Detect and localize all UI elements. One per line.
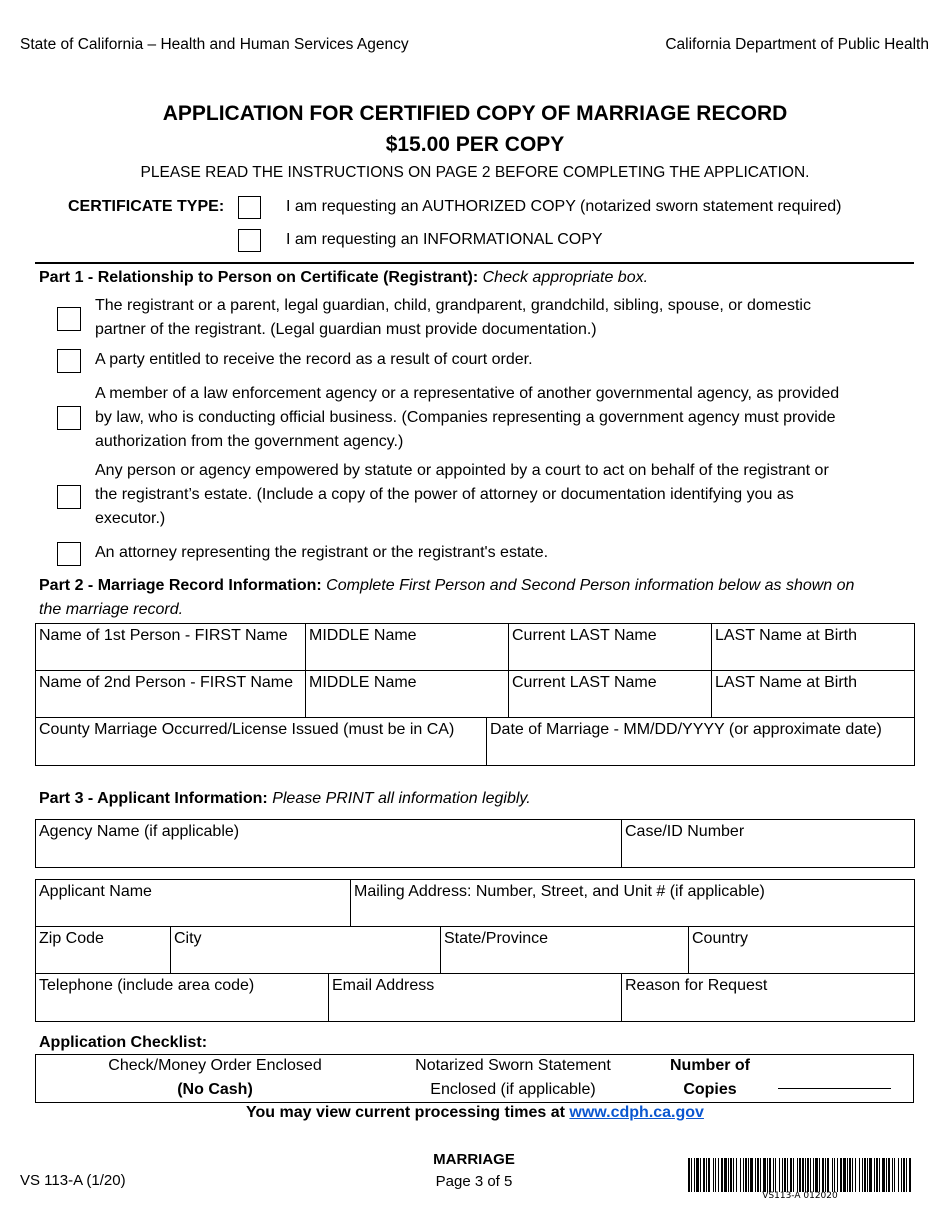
agency-table (35, 819, 915, 868)
barcode-image (688, 1158, 912, 1192)
relationship-attorney-checkbox[interactable] (57, 542, 81, 566)
authorized-copy-checkbox[interactable] (238, 196, 261, 219)
zip-code-field[interactable]: Zip Code (36, 927, 171, 974)
relationship-law-enforcement-checkbox[interactable] (57, 406, 81, 430)
second-person-middle-name-field[interactable]: MIDDLE Name (306, 671, 509, 718)
sworn-statement-item (378, 1054, 648, 1102)
checklist-heading: Application Checklist: (39, 1034, 208, 1051)
telephone-field[interactable]: Telephone (include area code) (36, 974, 329, 1022)
case-id-field[interactable]: Case/ID Number (622, 820, 915, 868)
option-line: by law, who is conducting official business. (Companies representing a government agency must provide (95, 409, 836, 426)
option-line: Any person or agency empowered by statute or appointed by a court to act on behalf of the registrant or (95, 462, 829, 479)
department-header: California Department of Public Health (665, 36, 929, 53)
part1-title: Part 1 - Relationship to Person on Certificate (Registrant): (39, 269, 479, 286)
applicant-location-table (35, 926, 915, 974)
relationship-registrant-label (95, 294, 915, 342)
second-person-first-name-field[interactable]: Name of 2nd Person - FIRST Name (36, 671, 306, 718)
marriage-date-field[interactable]: Date of Marriage - MM/DD/YYYY (or approximate date) (487, 718, 915, 766)
applicant-name-address-table (35, 879, 915, 927)
part1-heading (39, 266, 919, 290)
part2-heading (39, 574, 919, 622)
copies-label: Copies (683, 1081, 737, 1098)
relationship-attorney-label: An attorney representing the registrant or the registrant's estate. (95, 544, 549, 561)
informational-copy-label: I am requesting an INFORMATIONAL COPY (286, 231, 603, 248)
option-line: A member of a law enforcement agency or a representative of another governmental agency, as provided (95, 385, 840, 402)
part3-title: Part 3 - Applicant Information: (39, 790, 268, 807)
relationship-empowered-label (95, 459, 925, 531)
part2-title: Part 2 - Marriage Record Information: (39, 577, 322, 594)
processing-times-note (0, 1104, 950, 1122)
first-person-middle-name-field[interactable]: MIDDLE Name (306, 624, 509, 671)
barcode-bar (909, 1158, 911, 1192)
relationship-law-enforcement-label (95, 382, 925, 454)
authorized-copy-label: I am requesting an AUTHORIZED COPY (notarized sworn statement required) (286, 198, 842, 215)
part3-heading (39, 787, 919, 811)
part1-note: Check appropriate box. (478, 269, 649, 286)
number-of-copies-input[interactable] (778, 1088, 891, 1089)
marriage-county-field[interactable]: County Marriage Occurred/License Issued (must be in CA) (36, 718, 487, 766)
first-person-first-name-field[interactable]: Name of 1st Person - FIRST Name (36, 624, 306, 671)
relationship-empowered-checkbox[interactable] (57, 485, 81, 509)
check-enclosed-label: Check/Money Order Enclosed (108, 1057, 322, 1074)
section-divider (35, 262, 914, 264)
marriage-record-table (35, 623, 915, 718)
sworn-statement-note: Enclosed (if applicable) (430, 1081, 596, 1098)
no-cash-label: (No Cash) (177, 1081, 253, 1098)
country-field[interactable]: Country (689, 927, 915, 974)
form-title: APPLICATION FOR CERTIFIED COPY OF MARRIAGE RECORD (162, 102, 788, 125)
applicant-contact-table (35, 973, 915, 1022)
price-title: $15.00 PER COPY (385, 133, 565, 156)
number-of-copies-item (655, 1054, 765, 1102)
option-line: executor.) (95, 510, 166, 527)
agency-header: State of California – Health and Human Services Agency (20, 36, 409, 53)
second-person-birth-last-name-field[interactable]: LAST Name at Birth (712, 671, 915, 718)
page-number: Page 3 of 5 (435, 1173, 513, 1190)
option-line: The registrant or a parent, legal guardian, child, grandparent, grandchild, sibling, spouse, or domestic (95, 297, 811, 314)
record-category: MARRIAGE (433, 1151, 515, 1168)
relationship-court-order-label: A party entitled to receive the record as a result of court order. (95, 351, 533, 368)
first-person-birth-last-name-field[interactable]: LAST Name at Birth (712, 624, 915, 671)
mailing-address-field[interactable]: Mailing Address: Number, Street, and Unit # (if applicable) (351, 880, 915, 927)
marriage-place-date-table (35, 717, 915, 766)
informational-copy-checkbox[interactable] (238, 229, 261, 252)
relationship-registrant-checkbox[interactable] (57, 307, 81, 331)
email-address-field[interactable]: Email Address (329, 974, 622, 1022)
processing-times-text: You may view current processing times at (246, 1104, 570, 1121)
barcode-caption: VS113-A 012020 (762, 1191, 838, 1201)
number-of-copies-label: Number of (670, 1057, 750, 1074)
option-line: partner of the registrant. (Legal guardian must provide documentation.) (95, 321, 597, 338)
certificate-type-label: CERTIFICATE TYPE: (68, 198, 225, 215)
instructions-note: PLEASE READ THE INSTRUCTIONS ON PAGE 2 BEFORE COMPLETING THE APPLICATION. (140, 164, 810, 181)
reason-for-request-field[interactable]: Reason for Request (622, 974, 915, 1022)
state-province-field[interactable]: State/Province (441, 927, 689, 974)
relationship-court-order-checkbox[interactable] (57, 349, 81, 373)
form-id: VS 113-A (1/20) (20, 1172, 126, 1189)
sworn-statement-label: Notarized Sworn Statement (415, 1057, 611, 1074)
applicant-name-field[interactable]: Applicant Name (36, 880, 351, 927)
agency-name-field[interactable]: Agency Name (if applicable) (36, 820, 622, 868)
city-field[interactable]: City (171, 927, 441, 974)
part2-note-cont: the marriage record. (39, 601, 184, 618)
second-person-current-last-name-field[interactable]: Current LAST Name (509, 671, 712, 718)
part3-note: Please PRINT all information legibly. (267, 790, 531, 807)
first-person-current-last-name-field[interactable]: Current LAST Name (509, 624, 712, 671)
option-line: authorization from the government agency.) (95, 433, 404, 450)
part2-note: Complete First Person and Second Person information below as shown on (321, 577, 855, 594)
check-enclosed-item (85, 1054, 345, 1102)
option-line: the registrant’s estate. (Include a copy of the power of attorney or documentation identifying you as (95, 486, 794, 503)
cdph-website-link[interactable]: www.cdph.ca.gov (569, 1104, 704, 1121)
